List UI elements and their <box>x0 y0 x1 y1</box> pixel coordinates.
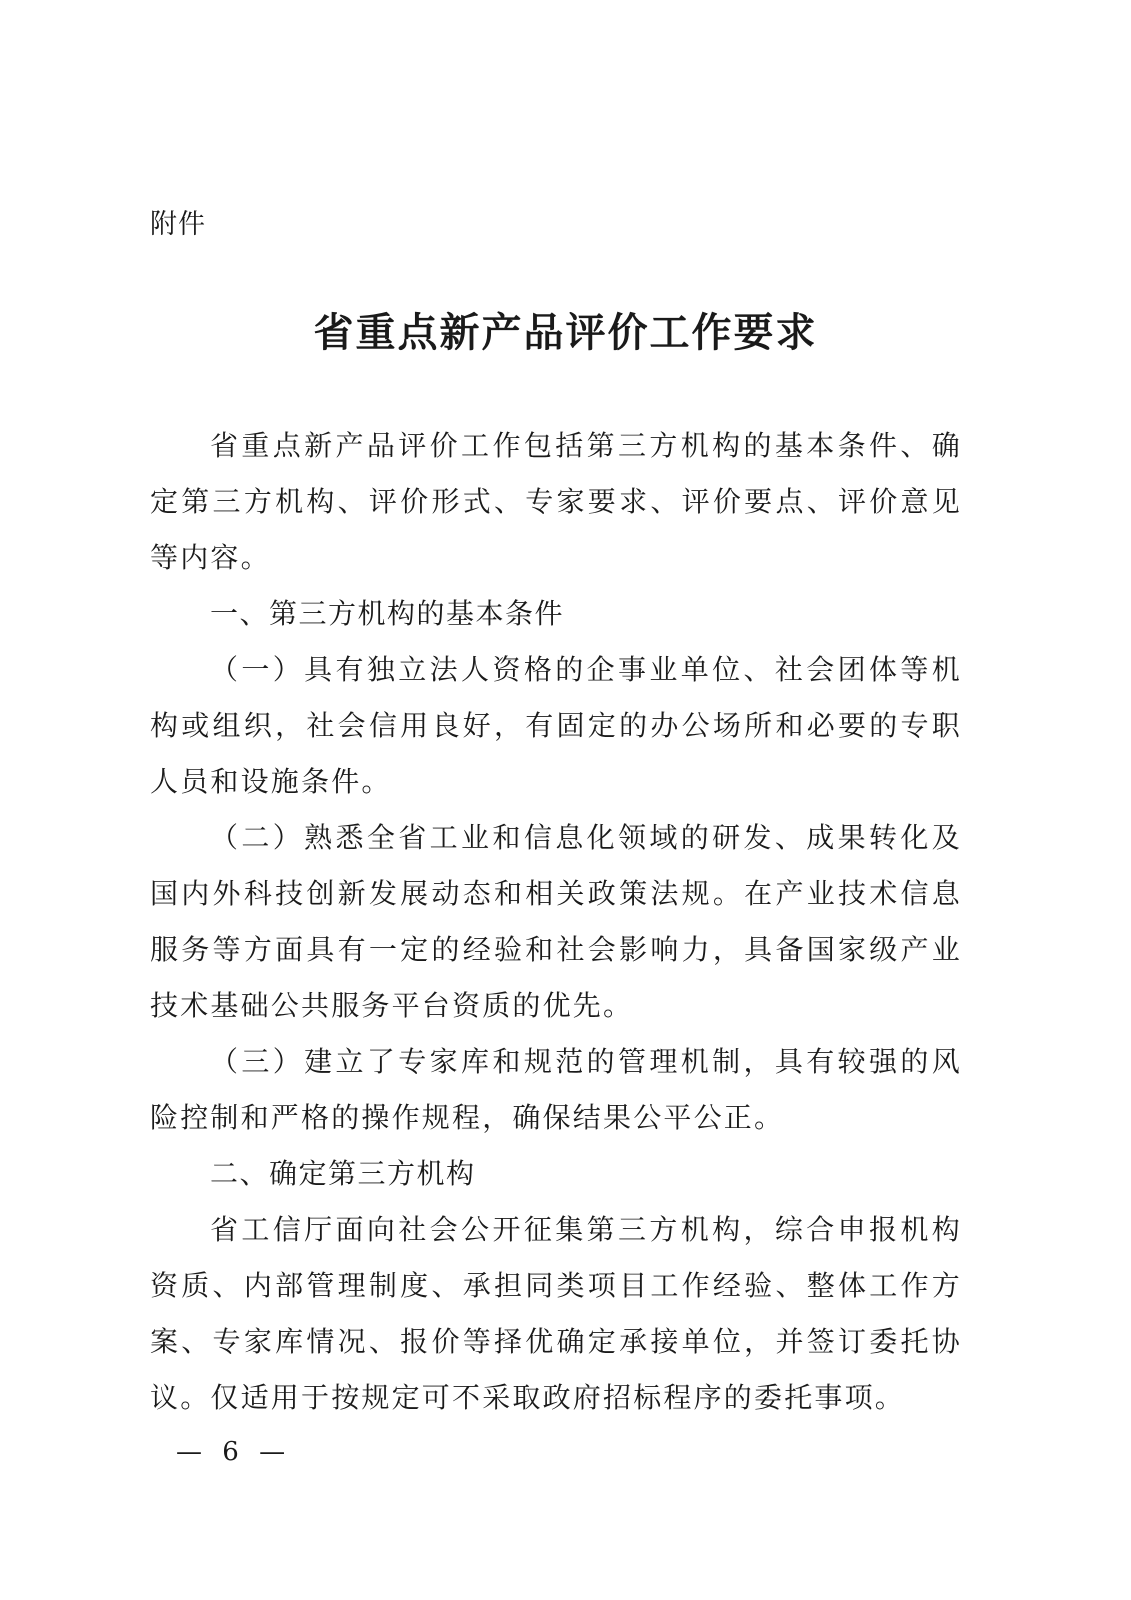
section1-item-1: （一）具有独立法人资格的企事业单位、社会团体等机构或组织，社会信用良好，有固定的办公场所和必要的专职人员和设施条件。 <box>150 653 962 798</box>
document-body <box>150 418 962 1426</box>
section2-paragraph: 省工信厅面向社会公开征集第三方机构，综合申报机构资质、内部管理制度、承担同类项目工作经验、整体工作方案、专家库情况、报价等择优确定承接单位，并签订委托协议。仅适用于按规定可不采取政府招标程序的委托事项。 <box>150 1213 962 1414</box>
section-heading-1: 一、第三方机构的基本条件 <box>210 597 565 630</box>
intro-paragraph: 省重点新产品评价工作包括第三方机构的基本条件、确定第三方机构、评价形式、专家要求、评价要点、评价意见等内容。 <box>150 429 962 574</box>
page-number: — 6 — <box>176 1437 292 1467</box>
section1-item-3: （三）建立了专家库和规范的管理机制，具有较强的风险控制和严格的操作规程，确保结果公平公正。 <box>150 1045 962 1134</box>
section1-item-2: （二）熟悉全省工业和信息化领域的研发、成果转化及国内外科技创新发展动态和相关政策法规。在产业技术信息服务等方面具有一定的经验和社会影响力，具备国家级产业技术基础公共服务平台资质的优先。 <box>150 821 962 1022</box>
attachment-label: 附件 <box>150 209 206 240</box>
document-title: 省重点新产品评价工作要求 <box>313 309 818 356</box>
section-heading-2: 二、确定第三方机构 <box>210 1157 476 1190</box>
